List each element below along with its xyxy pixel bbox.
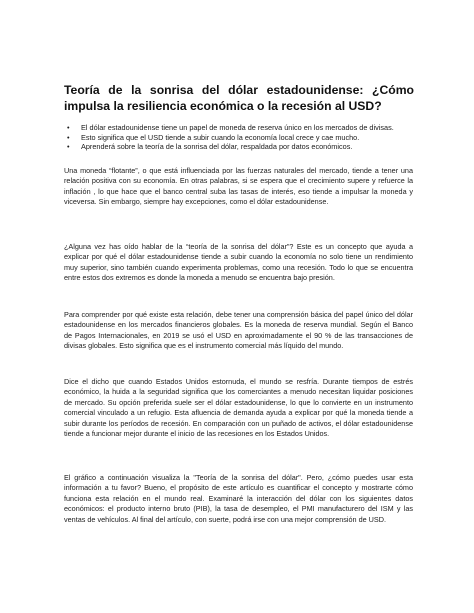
bullet-icon: •	[67, 142, 70, 152]
key-points-list	[64, 123, 414, 152]
key-point-item	[64, 123, 414, 133]
key-point-item	[64, 142, 414, 152]
key-point-text: El dólar estadounidense tiene un papel de moneda de reserva único en los mercados de divisas.	[81, 123, 394, 132]
key-point-text: Esto significa que el USD tiende a subir cuando la economía local crece y cae mucho.	[81, 132, 360, 142]
article-title: Teoría de la sonrisa del dólar estadounidense: ¿Cómo impulsa la resiliencia económica o la recesión al USD?	[64, 83, 414, 113]
body-paragraph: El gráfico a continuación visualiza la "Teoría de la sonrisa del dólar". Pero, ¿cómo puedes usar esta información a tu favor? Bueno, el propósito de este artículo es cuantificar el concepto y mostrarte cómo funciona esta relación en el mundo real. Examinaré la interacción del dólar con los siguientes datos económicos: el producto interno bruto (PIB), la tasa de desempleo, el PMI manufacturero del ISM y las ventas de vehículos. Al final del artículo, con suerte, podrá irse con una mejor comprensión de USD.	[64, 473, 413, 524]
key-point-text: Aprenderá sobre la teoría de la sonrisa del dólar, respaldada por datos económicos.	[81, 142, 353, 152]
bullet-icon: •	[67, 123, 70, 132]
body-paragraph: Una moneda “flotante”, o que está influenciada por las fuerzas naturales del mercado, tiende a tener una relación positiva con su economía. En otras palabras, si se espera que el crecimiento supere y refuerce la inflación , lo que hace que el banco central suba las tasas de interés, eso tiende a impulsar la moneda y viceversa. Sin embargo, siempre hay excepciones, como el dólar estadounidense.	[64, 166, 413, 207]
body-paragraph: Para comprender por qué existe esta relación, debe tener una comprensión básica del papel único del dólar estadounidense en los mercados financieros globales. Es la moneda de reserva mundial. Según el Banco de Pagos Internacionales, en 2019 se usó el USD en aproximadamente el 90 % de las transacciones de divisas globales. Esto significa que es el instrumento comercial más líquido del mundo.	[64, 310, 413, 351]
key-point-item	[64, 133, 414, 143]
body-paragraph: Dice el dicho que cuando Estados Unidos estornuda, el mundo se resfría. Durante tiempos de estrés económico, la huida a la seguridad significa que los comerciantes a menudo necesitan liquidar posiciones de mercado. Su opción preferida suele ser el dólar estadounidense, lo que lo convierte en un instrumento comercial vinculado a un refugio. Esta afluencia de demanda ayuda a explicar por qué la moneda tiende a subir durante los períodos de recesión. En comparación con un puñado de activos, el dólar estadounidense tiende a funcionar mejor durante el inicio de las recesiones en los Estados Unidos.	[64, 377, 413, 439]
body-paragraph: ¿Alguna vez has oído hablar de la “teoría de la sonrisa del dólar”? Este es un concepto que ayuda a explicar por qué el dólar estadounidense tiende a subir cuando la economía no solo tiene un rendimiento muy superior, sino también cuando experimenta problemas, como una recesión. Todo lo que se encuentra entre estos dos extremos es donde la moneda a menudo se encuentra bajo presión.	[64, 242, 413, 283]
bullet-icon: •	[67, 132, 70, 142]
